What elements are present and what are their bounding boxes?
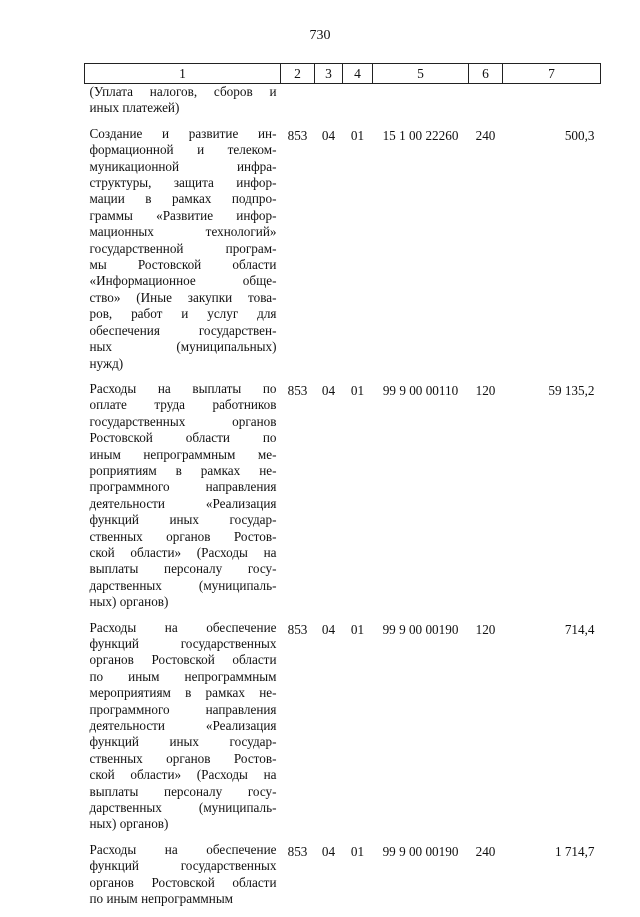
subsection-code: 01 — [350, 382, 365, 398]
header-col-7: 7 — [503, 64, 601, 84]
ministry-code: 853 — [287, 843, 308, 859]
amount-value: 1 714,7 — [554, 843, 595, 859]
subsection-code — [343, 84, 373, 126]
description-line: ных (муниципальных) — [89, 339, 277, 355]
description-line: роприятиям в рамках не- — [89, 462, 277, 478]
description-line: иных платежей) — [89, 100, 180, 116]
description-line: муникационной инфра- — [89, 158, 277, 174]
expense-type-code: 240 — [475, 843, 496, 859]
ministry-code: 853 — [287, 621, 308, 637]
description-line: нужд) — [89, 355, 124, 371]
row-description — [85, 620, 281, 842]
description-line: ской области» (Расходы на — [89, 767, 277, 783]
budget-table — [84, 63, 601, 917]
description-line: деятельности «Реализация — [89, 495, 277, 511]
table-header — [85, 64, 601, 84]
description-line: обеспечения государствен- — [89, 322, 277, 338]
section-code: 04 — [321, 127, 336, 143]
description-line: по иным непрограммным — [89, 668, 277, 684]
target-article-code: 99 9 00 00190 — [382, 621, 459, 637]
page-number: 730 — [309, 28, 331, 43]
amount-value — [503, 84, 601, 126]
table-row — [85, 620, 601, 842]
subsection-code: 01 — [350, 843, 365, 859]
section-code: 04 — [321, 382, 336, 398]
row-description — [85, 381, 281, 620]
description-line: функций государственных — [89, 858, 277, 874]
amount-value: 500,3 — [564, 127, 595, 143]
section-code — [315, 84, 343, 126]
description-line: ственных органов Ростов- — [89, 750, 277, 766]
header-col-5: 5 — [373, 64, 469, 84]
description-line: по иным непрограммным — [89, 891, 234, 907]
amount-value: 59 135,2 — [548, 382, 595, 398]
description-line: государственной програм- — [89, 240, 277, 256]
target-article-code: 99 9 00 00110 — [382, 382, 459, 398]
description-line: функций иных государ- — [89, 734, 277, 750]
description-line: мы Ростовской области — [89, 257, 277, 273]
description-line: Расходы на обеспечение — [89, 619, 277, 635]
header-col-2: 2 — [281, 64, 315, 84]
table-row — [85, 126, 601, 381]
table-body — [85, 84, 601, 917]
expense-type-code: 120 — [475, 382, 496, 398]
expense-type-code: 120 — [475, 621, 496, 637]
section-code: 04 — [321, 843, 336, 859]
description-line: ров, работ и услуг для — [89, 306, 277, 322]
description-line: мероприятиям в рамках не- — [89, 685, 277, 701]
header-col-4: 4 — [343, 64, 373, 84]
description-line: органов Ростовской области — [89, 652, 277, 668]
table-row — [85, 84, 601, 126]
description-line: мационных технологий» — [89, 224, 277, 240]
description-line: ных) органов) — [89, 594, 169, 610]
amount-value: 714,4 — [564, 621, 595, 637]
target-article-code: 15 1 00 22260 — [382, 127, 459, 143]
header-col-1: 1 — [85, 64, 281, 84]
description-line: дарственных (муниципаль- — [89, 577, 277, 593]
description-line: программного направления — [89, 479, 277, 495]
description-line: дарственных (муниципаль- — [89, 800, 277, 816]
ministry-code: 853 — [287, 382, 308, 398]
description-line: оплате труда работников — [89, 397, 277, 413]
expense-type-code: 240 — [475, 127, 496, 143]
description-line: (Уплата налогов, сборов и — [89, 84, 277, 99]
description-line: выплаты персоналу госу- — [89, 561, 277, 577]
subsection-code: 01 — [350, 127, 365, 143]
expense-type-code — [469, 84, 503, 126]
row-description — [85, 84, 281, 126]
header-col-3: 3 — [315, 64, 343, 84]
description-line: формационной и телеком- — [89, 142, 277, 158]
description-line: Создание и развитие ин- — [89, 125, 277, 141]
description-line: функций государственных — [89, 636, 277, 651]
description-line: ской области» (Расходы на — [89, 544, 277, 560]
description-line: «Информационное обще- — [89, 273, 277, 289]
description-line: Расходы на обеспечение — [89, 841, 277, 857]
description-line: функций иных государ- — [89, 512, 277, 528]
subsection-code: 01 — [350, 621, 365, 637]
header-col-6: 6 — [469, 64, 503, 84]
header-row — [85, 64, 601, 84]
description-line: органов Ростовской области — [89, 874, 277, 890]
description-line: ство» (Иные закупки това- — [89, 289, 277, 305]
description-line: Ростовской области по — [89, 430, 277, 446]
description-line: граммы «Развитие инфор- — [89, 207, 277, 223]
description-line: программного направления — [89, 701, 277, 717]
section-code: 04 — [321, 621, 336, 637]
description-line: мации в рамках подпро- — [89, 191, 277, 207]
ministry-code — [281, 84, 315, 126]
target-article-code — [373, 84, 469, 126]
row-description — [85, 842, 281, 917]
table-row — [85, 842, 601, 917]
target-article-code: 99 9 00 00190 — [382, 843, 459, 859]
table-row — [85, 381, 601, 620]
description-line: государственных органов — [89, 413, 277, 429]
row-description — [85, 126, 281, 381]
description-line: структуры, защита инфор- — [89, 175, 277, 191]
ministry-code: 853 — [287, 127, 308, 143]
description-line: выплаты персоналу госу- — [89, 783, 277, 799]
description-line: ных) органов) — [89, 816, 169, 832]
description-line: иным непрограммным ме- — [89, 446, 277, 462]
description-line: деятельности «Реализация — [89, 718, 277, 734]
description-line: Расходы на выплаты по — [89, 380, 277, 396]
description-line: ственных органов Ростов- — [89, 528, 277, 544]
